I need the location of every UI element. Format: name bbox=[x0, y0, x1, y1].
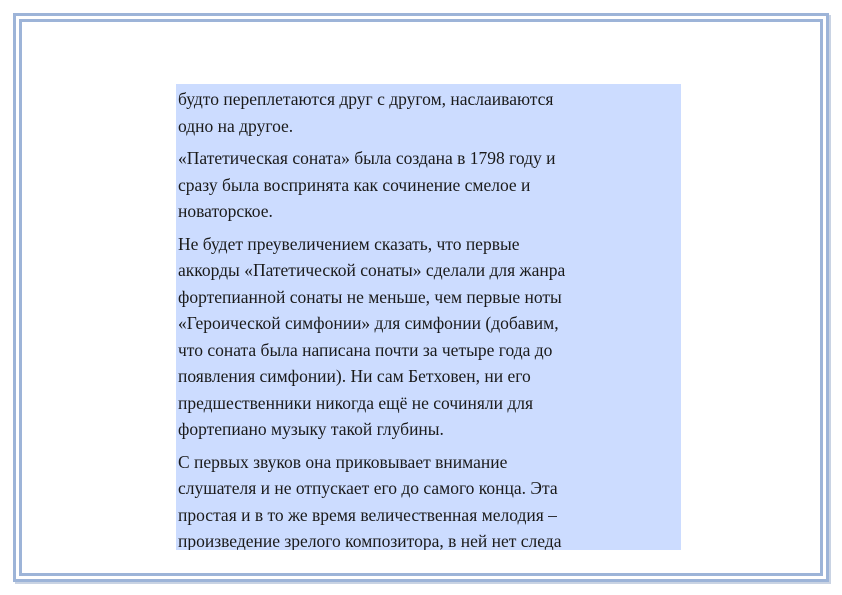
text-line: произведение зрелого композитора, в ней нет следа bbox=[178, 531, 562, 550]
text-line: фортепиано музыку такой глубины. bbox=[178, 419, 444, 439]
paragraph-3 bbox=[178, 231, 677, 443]
paragraph-1 bbox=[178, 86, 677, 139]
text-line: Не будет преувеличением сказать, что первые bbox=[178, 233, 520, 254]
text-line: фортепианной сонаты не меньше, чем первые ноты bbox=[178, 286, 562, 307]
text-line: слушателя и не отпускает его до самого конца. Эта bbox=[178, 478, 558, 498]
text-line: простая и в то же время величественная мелодия – bbox=[178, 504, 557, 525]
text-line: аккорды «Патетической сонаты» сделали для жанра bbox=[178, 260, 566, 280]
text-line: новаторское. bbox=[178, 201, 273, 221]
text-line: будто переплетаются друг с другом, наслаиваются bbox=[178, 89, 554, 109]
text-line: появления симфонии). Ни сам Бетховен, ни его bbox=[178, 366, 531, 386]
text-line: одно на другое. bbox=[178, 115, 294, 136]
text-line: «Патетическая соната» была создана в 1798 году и bbox=[178, 148, 556, 168]
text-line: предшественники никогда ещё не сочиняли для bbox=[178, 392, 534, 413]
text-line: «Героической симфонии» для симфонии (добавим, bbox=[178, 313, 559, 333]
text-line: сразу была воспринята как сочинение смелое и bbox=[178, 174, 531, 195]
paragraph-2 bbox=[178, 145, 677, 225]
text-line: что соната была написана почти за четыре года до bbox=[178, 339, 553, 360]
paragraph-4 bbox=[178, 449, 677, 551]
text-line: С первых звуков она приковывает внимание bbox=[178, 451, 508, 472]
text-box bbox=[176, 84, 681, 550]
